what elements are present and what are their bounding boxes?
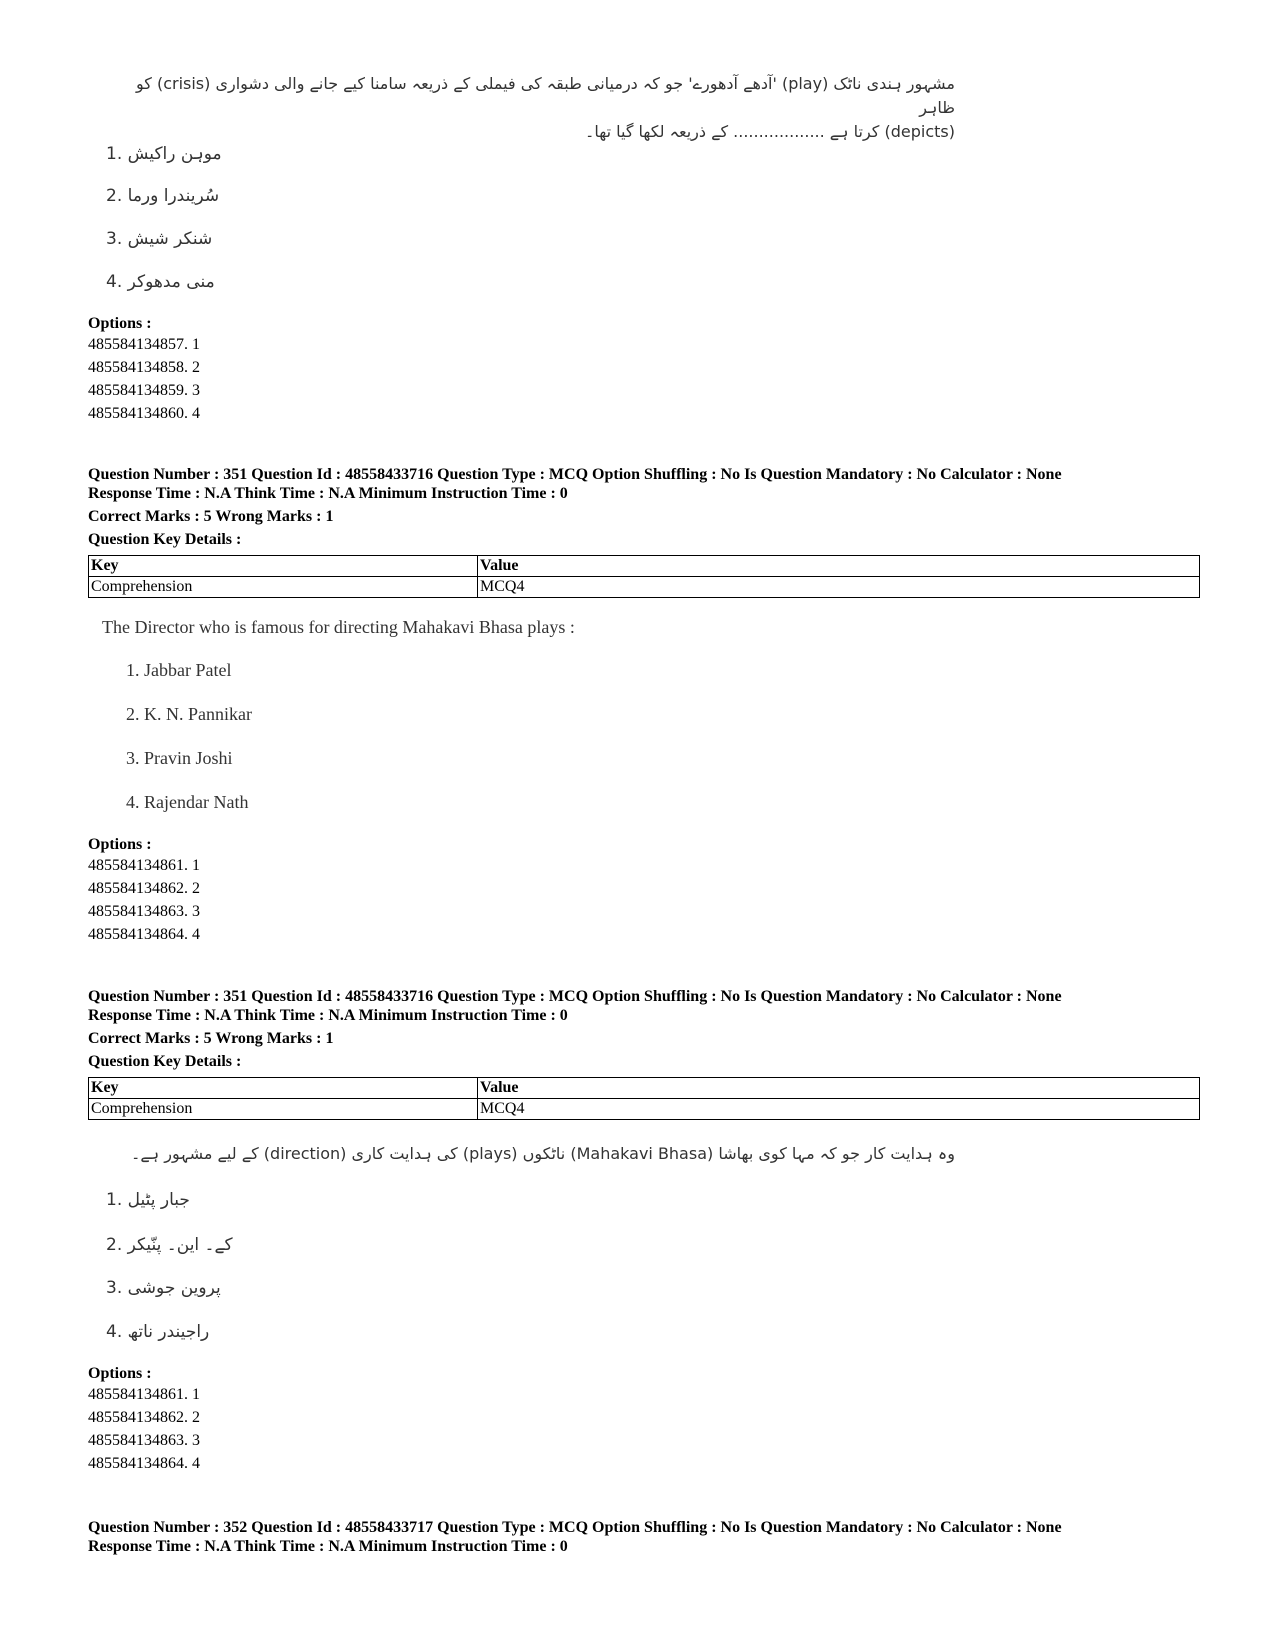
urdu-choice-3: پروین جوشی .3	[106, 1278, 221, 1298]
options-section-3	[88, 1364, 200, 1475]
table-cell-value: MCQ4	[478, 1099, 1200, 1120]
key-details-table	[88, 1077, 1200, 1120]
urdu-question-1-line2: (depicts) کرتا ہے .................. کے ذریعہ لکھا گیا تھا۔	[584, 122, 955, 141]
marks-line: Correct Marks : 5 Wrong Marks : 1	[88, 1030, 334, 1047]
option-id: 485584134857. 1	[88, 336, 200, 353]
question-meta-line1: Question Number : 352 Question Id : 48558433717 Question Type : MCQ Option Shuffling : No Is Question Mandatory : No Calculator : None	[88, 1519, 1062, 1536]
english-choice-4: 4. Rajendar Nath	[126, 792, 249, 812]
table-cell-key: Comprehension	[89, 1099, 478, 1120]
urdu-choice-2: سُریندرا ورما .2	[106, 186, 220, 206]
question-meta-line2: Response Time : N.A Think Time : N.A Minimum Instruction Time : 0	[88, 485, 568, 502]
english-question: The Director who is famous for directing Mahakavi Bhasa plays :	[102, 617, 575, 637]
option-id: 485584134859. 3	[88, 382, 200, 399]
table-header-key: Key	[89, 1078, 478, 1099]
option-id: 485584134860. 4	[88, 405, 200, 422]
question-header-352	[88, 1518, 1062, 1556]
urdu-choice-2: کے۔ این۔ پنّیکر .2	[106, 1235, 233, 1255]
key-details-table	[88, 555, 1200, 598]
options-section-2	[88, 835, 200, 946]
english-choice-3: 3. Pravin Joshi	[126, 748, 233, 768]
english-choice-2: 2. K. N. Pannikar	[126, 704, 252, 724]
option-id: 485584134863. 3	[88, 1432, 200, 1449]
question-meta-line2: Response Time : N.A Think Time : N.A Minimum Instruction Time : 0	[88, 1007, 568, 1024]
options-label: Options :	[88, 1365, 152, 1382]
urdu-choice-1: جبار پٹیل .1	[106, 1190, 190, 1210]
option-id: 485584134864. 4	[88, 926, 200, 943]
option-id: 485584134858. 2	[88, 359, 200, 376]
key-details-label: Question Key Details :	[88, 531, 242, 548]
options-label: Options :	[88, 315, 152, 332]
option-id: 485584134864. 4	[88, 1455, 200, 1472]
key-details-label: Question Key Details :	[88, 1053, 242, 1070]
question-header-351	[88, 465, 1062, 549]
question-header-351-urdu	[88, 987, 1062, 1071]
urdu-choice-3: شنکر شیش .3	[106, 229, 213, 249]
table-header-value: Value	[478, 556, 1200, 577]
table-header-key: Key	[89, 556, 478, 577]
urdu-choice-4: منی مدھوکر .4	[106, 272, 215, 292]
table-cell-value: MCQ4	[478, 577, 1200, 598]
table-cell-key: Comprehension	[89, 577, 478, 598]
option-id: 485584134863. 3	[88, 903, 200, 920]
option-id: 485584134861. 1	[88, 1386, 200, 1403]
option-id: 485584134861. 1	[88, 857, 200, 874]
urdu-choice-4: راجیندر ناتھ .4	[106, 1322, 210, 1342]
urdu-question-2: وہ ہدایت کار جو کہ مہا کوی بھاشا (Mahakavi Bhasa) ناٹکوں (plays) کی ہدایت کاری (direction) کے لیے مشہور ہے۔	[131, 1144, 955, 1163]
question-meta-line1: Question Number : 351 Question Id : 48558433716 Question Type : MCQ Option Shuffling : No Is Question Mandatory : No Calculator : None	[88, 466, 1062, 483]
marks-line: Correct Marks : 5 Wrong Marks : 1	[88, 508, 334, 525]
options-label: Options :	[88, 836, 152, 853]
urdu-choice-1: موہن راکیش .1	[106, 144, 222, 164]
question-meta-line1: Question Number : 351 Question Id : 48558433716 Question Type : MCQ Option Shuffling : No Is Question Mandatory : No Calculator : None	[88, 988, 1062, 1005]
table-header-value: Value	[478, 1078, 1200, 1099]
question-meta-line2: Response Time : N.A Think Time : N.A Minimum Instruction Time : 0	[88, 1538, 568, 1555]
options-section-1	[88, 314, 200, 425]
urdu-question-1-line1: مشہور ہندی ناٹک (play) 'آدھے آدھورے' جو کہ درمیانی طبقہ کی فیملی کے ذریعہ سامنا کیے جانے والی دشواری (crisis) کو ظاہر	[135, 74, 955, 117]
option-id: 485584134862. 2	[88, 1409, 200, 1426]
urdu-question-1	[100, 72, 955, 144]
option-id: 485584134862. 2	[88, 880, 200, 897]
english-choice-1: 1. Jabbar Patel	[126, 660, 232, 680]
